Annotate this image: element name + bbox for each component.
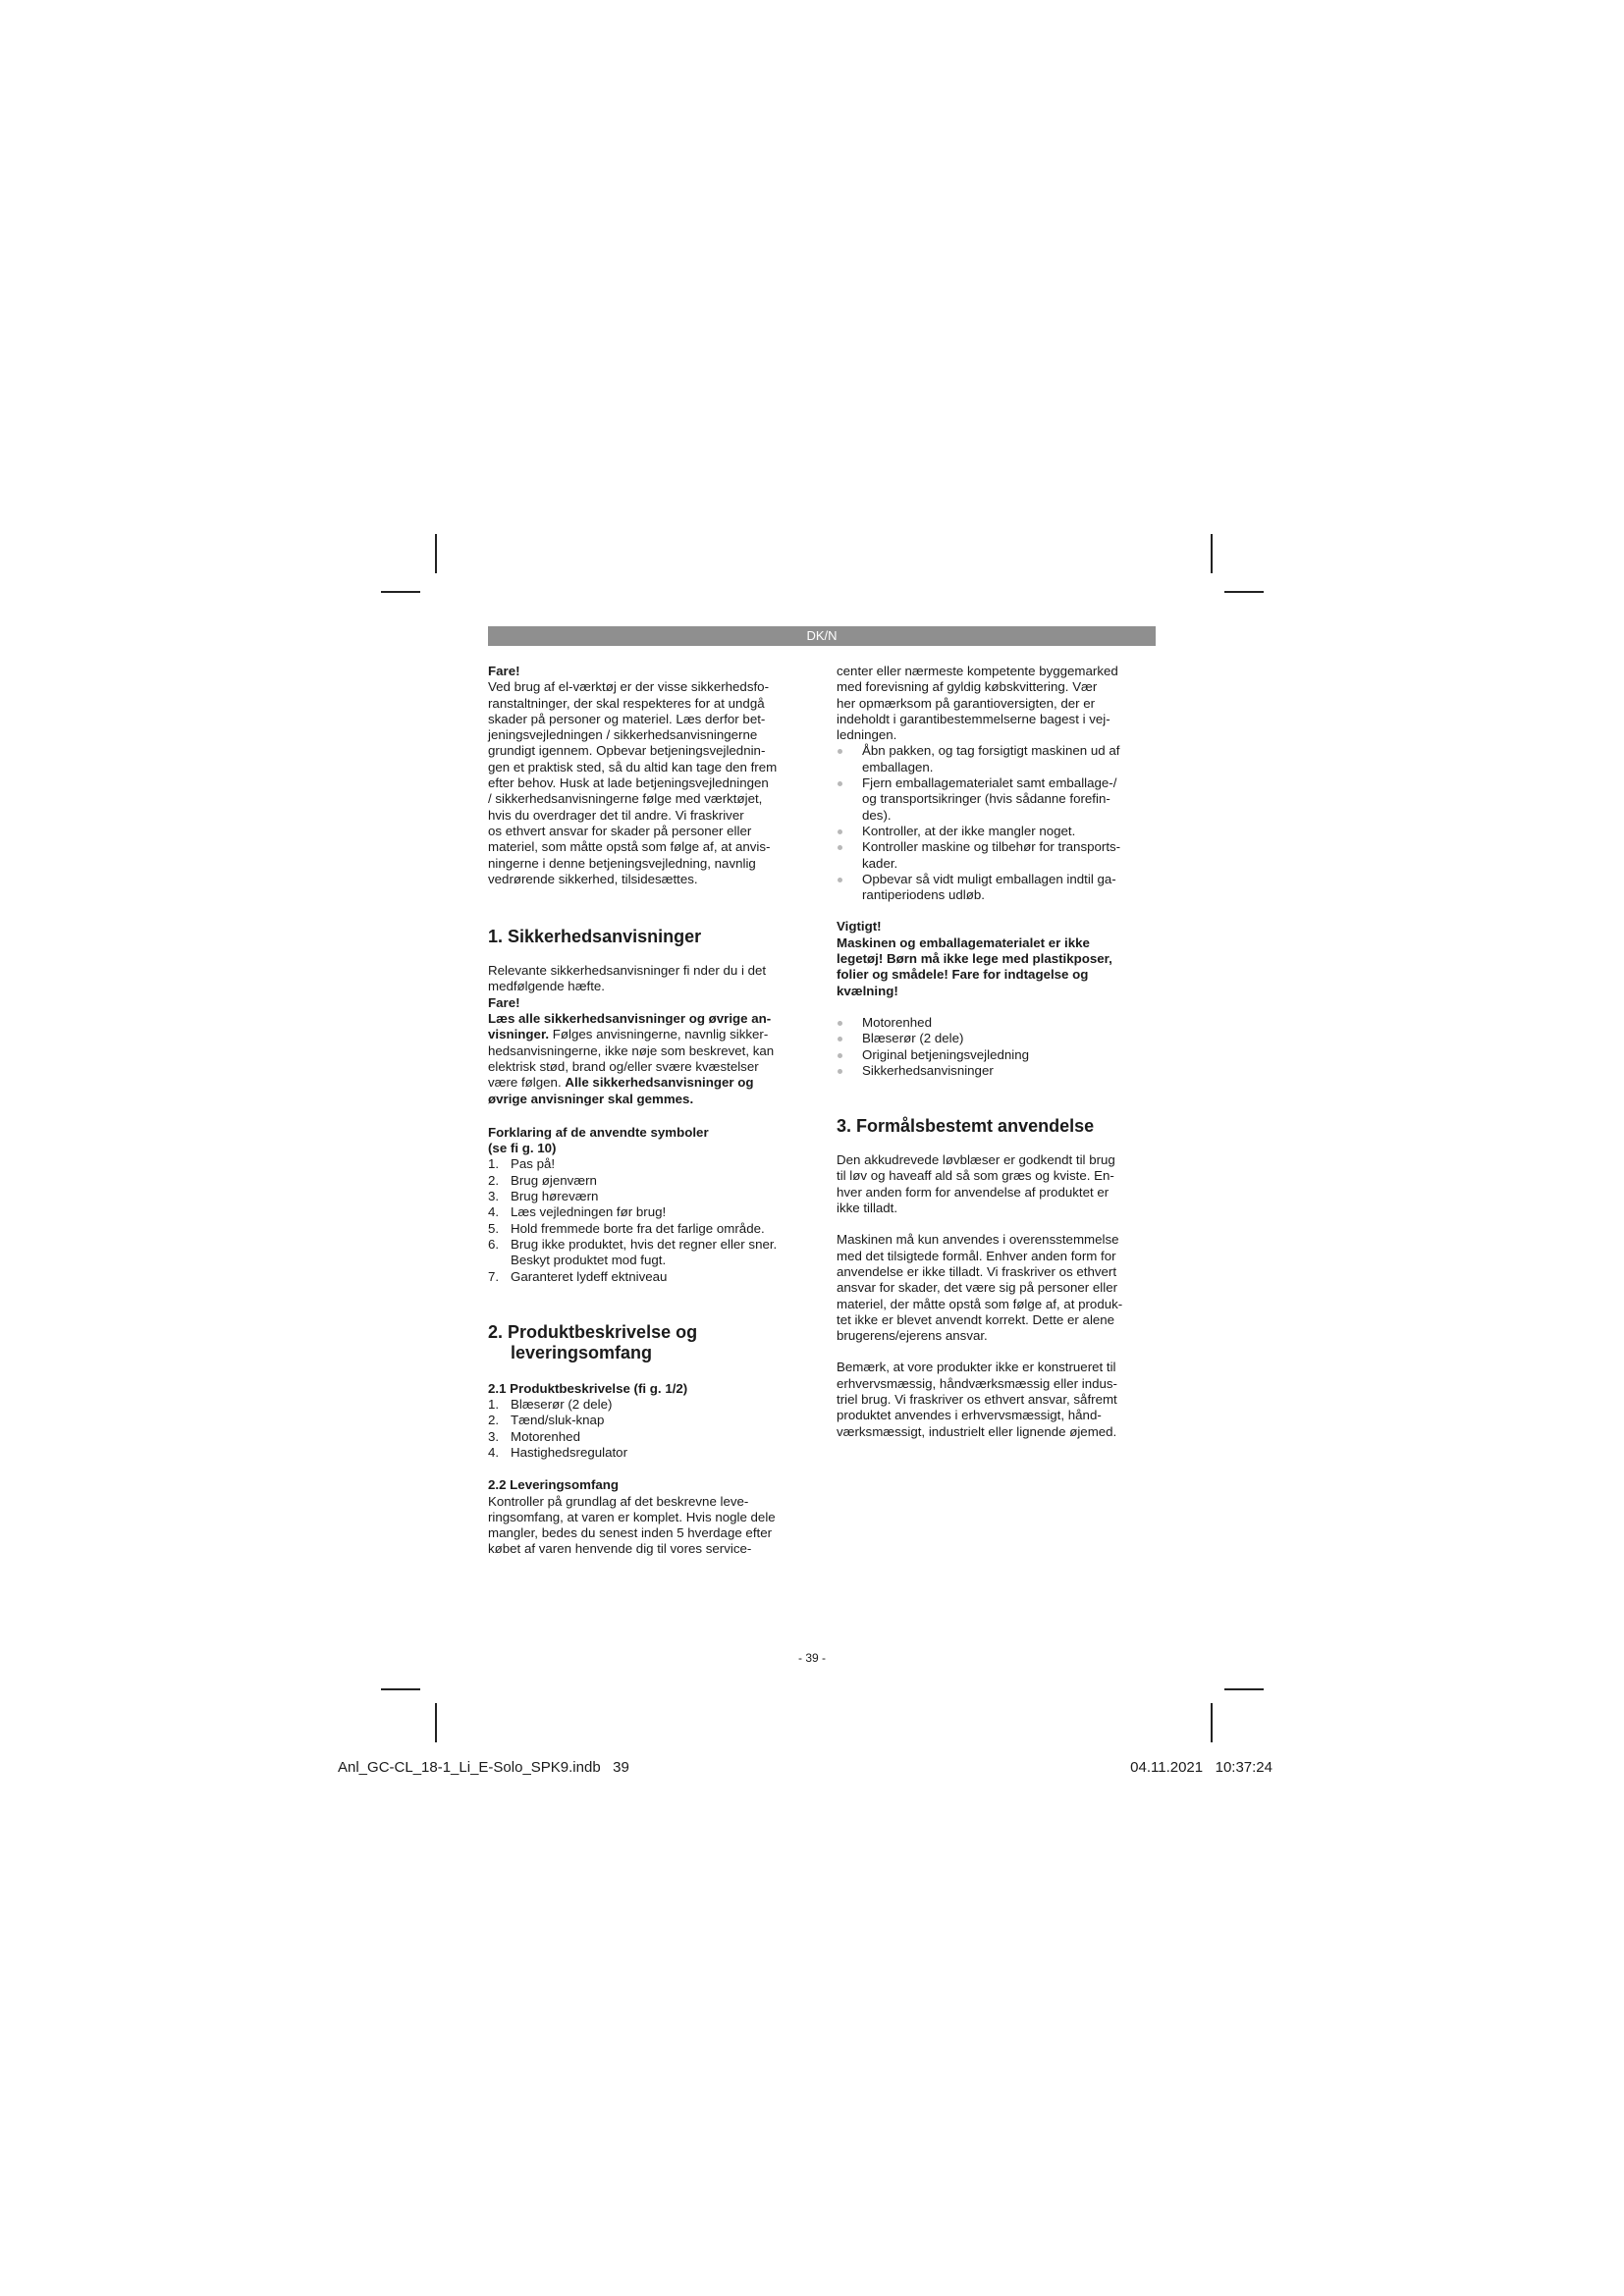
list-item: Sikkerhedsanvisninger: [837, 1063, 1156, 1079]
list-item: 6. Brug ikke produktet, hvis det regner eller sner.: [488, 1236, 778, 1252]
section-2-2-heading: 2.2 Leveringsomfang: [488, 1477, 620, 1493]
crop-mark: [1224, 1688, 1264, 1690]
section-1-intro: Relevante sikkerhedsanvisninger fi nder du i det medfølgende hæfte.: [488, 963, 767, 994]
section-3-paragraph-2: Maskinen må kun anvendes i overensstemmelse med det tilsigtede formål. Enhver anden form for anvendelse er ikke tilladt. Vi fraskriver os ethvert ansvar for skader, det være sig på personer eller materiel, der måtte opstå som følge af, at produk- tet ikke er blevet anvendt korrekt. Dette er alene brugerens/ejerens ansvar.: [837, 1232, 1123, 1344]
left-column: [488, 664, 814, 1558]
list-item: Opbevar så vidt muligt emballagen indtil ga- rantiperiodens udløb.: [837, 872, 1156, 904]
symbols-list: [488, 1156, 814, 1284]
list-item: Åbn pakken, og tag forsigtigt maskinen ud af emballagen.: [837, 743, 1156, 775]
vigtigt-warning: Maskinen og emballagematerialet er ikke legetøj! Børn må ikke lege med plastikposer, folier og smådele! Fare for indtagelse og kvælning!: [837, 934, 1112, 998]
list-item: Fjern emballagematerialet samt emballage-/ og transportsikringer (hvis sådanne forefin- des).: [837, 775, 1156, 824]
crop-mark: [381, 1688, 420, 1690]
delivery-contents-list: [837, 1015, 1156, 1079]
bullet-icon: [838, 878, 842, 882]
list-item: 5. Hold fremmede borte fra det farlige område.: [488, 1220, 765, 1236]
list-item: Blæserør (2 dele): [837, 1031, 1156, 1046]
list-item: 3. Brug høreværn: [488, 1189, 599, 1204]
section-1-heading: 1. Sikkerhedsanvisninger: [488, 927, 702, 947]
section-1-fare: Fare!: [488, 994, 520, 1010]
crop-mark: [1224, 591, 1264, 593]
section-3-heading: 3. Formålsbestemt anvendelse: [837, 1116, 1095, 1137]
symbols-heading: Forklaring af de anvendte symboler (se fi g. 10): [488, 1124, 709, 1156]
list-item: Kontroller maskine og tilbehør for transports- kader.: [837, 839, 1156, 872]
list-item: 2. Tænd/sluk-knap: [488, 1413, 605, 1428]
fare-title: Fare!: [488, 664, 520, 678]
list-item: Beskyt produktet mod fugt.: [511, 1253, 667, 1268]
bullet-icon: [838, 845, 842, 850]
bullet-icon: [838, 1053, 842, 1058]
crop-mark: [435, 1703, 437, 1742]
right-column: [837, 664, 1156, 1440]
page-number: - 39 -: [797, 1651, 826, 1665]
list-item: Motorenhed: [837, 1015, 1156, 1031]
bullet-icon: [838, 1069, 842, 1074]
list-item: 3. Motorenhed: [488, 1428, 580, 1444]
list-item: 7. Garanteret lydeff ektniveau: [488, 1268, 668, 1284]
crop-mark: [381, 591, 420, 593]
section-2-heading: 2. Produktbeskrivelse og leveringsomfang: [488, 1321, 698, 1362]
crop-mark: [435, 534, 437, 573]
delivery-continued-paragraph: center eller nærmeste kompetente byggemarked med forevisning af gyldig købskvittering. Vær her opmærksom på garantioversigten, der er indeholdt i garantibestemmelserne bagest i vej- ledningen.: [837, 664, 1118, 743]
unpacking-list: [837, 743, 1156, 903]
bullet-icon: [838, 829, 842, 834]
bullet-icon: [838, 749, 842, 754]
vigtigt-title: Vigtigt!: [837, 919, 882, 934]
section-1-warning: Læs alle sikkerhedsanvisninger og øvrige an- visninger. Følges anvisningerne, navnlig sikker- hedsanvisningerne, ikke nøje som beskrevet, kan elektrisk stød, brand og/eller svære kvæstelser være følgen. Alle sikkerhedsanvisninger og øvrige anvisninger skal gemmes.: [488, 1011, 775, 1106]
footer-filename: Anl_GC-CL_18-1_Li_E-Solo_SPK9.indb 39: [338, 1759, 629, 1776]
fare-paragraph: Ved brug af el-værktøj er der visse sikkerhedsfo- ranstaltninger, der skal respekteres for at undgå skader på personer og materiel. Læs derfor bet- jeningsvejledningen / sikkerhedsanvisningerne grundigt igennem. Opbevar betjeningsvejlednin- gen et praktisk sted, så du altid kan tage den frem efter behov. Husk at lade betjeningsvejledningen / sikkerhedsanvisningerne følge med værktøjet, hvis du overdrager det til andre. Vi fraskriver os ethvert ansvar for skader på personer eller materiel, som måtte opstå som følge af, at anvis- ningerne i denne betjeningsvejledning, navnlig vedrørende sikkerhed, tilsidesættes.: [488, 679, 778, 886]
bullet-icon: [838, 1021, 842, 1026]
product-parts-list: [488, 1397, 814, 1461]
section-2-1-heading: 2.1 Produktbeskrivelse (fi g. 1/2): [488, 1380, 688, 1396]
list-item: 4. Hastighedsregulator: [488, 1444, 628, 1460]
list-item: Original betjeningsvejledning: [837, 1047, 1156, 1063]
section-2-2-paragraph: Kontroller på grundlag af det beskrevne leve- ringsomfang, at varen er komplet. Hvis nogle dele mangler, bedes du senest inden 5 hverdage efter købet af varen henvende dig til vores service-: [488, 1493, 776, 1557]
bullet-icon: [838, 1037, 842, 1041]
section-3-paragraph-3: Bemærk, at vore produkter ikke er konstrueret til erhvervsmæssig, håndværksmæssig eller indus- triel brug. Vi fraskriver os ethvert ansvar, såfremt produktet anvendes i erhvervsmæssigt, hånd- værksmæssigt, industrielt eller lignende øjemed.: [837, 1360, 1117, 1439]
list-item: 2. Brug øjenværn: [488, 1172, 597, 1188]
section-3-paragraph-1: Den akkudrevede løvblæser er godkendt til brug til løv og haveaff ald så som græs og kviste. En- hver anden form for anvendelse af produktet er ikke tilladt.: [837, 1152, 1115, 1216]
list-item: 1. Blæserør (2 dele): [488, 1397, 613, 1413]
bullet-icon: [838, 781, 842, 786]
footer-timestamp: 04.11.2021 10:37:24: [1130, 1759, 1272, 1776]
language-header: DK/N: [488, 626, 1156, 646]
list-item: 1. Pas på!: [488, 1156, 556, 1172]
list-item: Kontroller, at der ikke mangler noget.: [837, 824, 1156, 839]
crop-mark: [1211, 534, 1213, 573]
list-item: 4. Læs vejledningen før brug!: [488, 1204, 667, 1220]
crop-mark: [1211, 1703, 1213, 1742]
